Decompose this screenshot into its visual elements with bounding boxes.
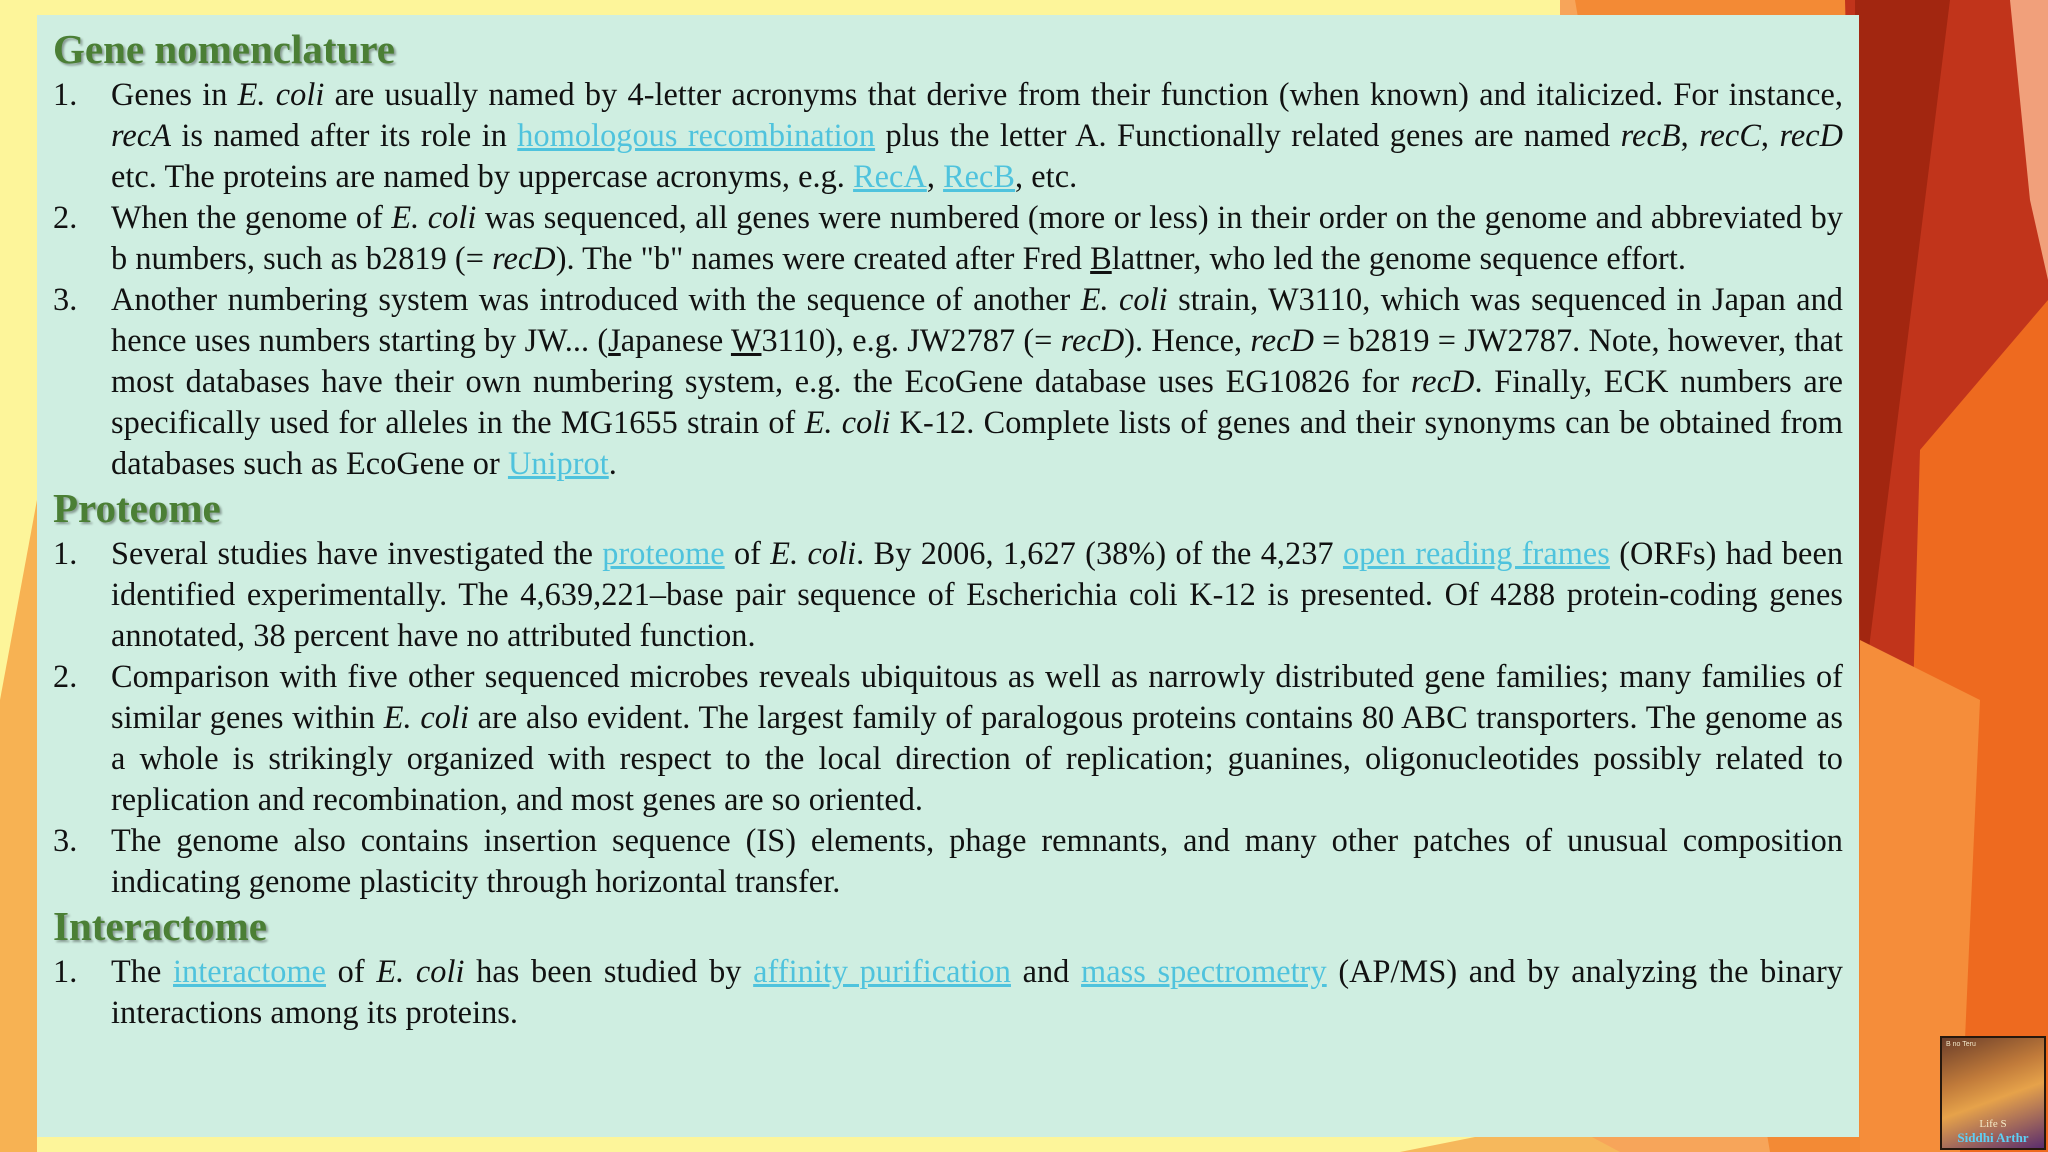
item-number: 3. bbox=[53, 822, 78, 858]
text-span: lattner, who led the genome sequence effort. bbox=[1111, 240, 1686, 276]
list-item bbox=[53, 656, 1843, 820]
reca-link[interactable]: RecA bbox=[853, 158, 927, 194]
text-span: ). Hence, bbox=[1124, 322, 1251, 358]
text-span: . By 2006, 1,627 (38%) of the 4,237 bbox=[856, 535, 1343, 571]
italic-species: E. coli bbox=[383, 699, 469, 735]
italic-species: E. coli bbox=[391, 199, 477, 235]
text-span: The genome also contains insertion sequence (IS) elements, phage remnants, and many other patches of unusual composition indicating genome plasticity through horizontal transfer. bbox=[111, 822, 1843, 899]
underlined-letter: J bbox=[608, 322, 621, 358]
text-span: plus the letter A. Functionally related genes are named bbox=[875, 117, 1621, 153]
text-span: are usually named by 4-letter acronyms that derive from their function (when known) and italicized. For instance, bbox=[324, 76, 1844, 112]
text-span: apanese bbox=[620, 322, 731, 358]
affinity-purification-link[interactable]: affinity purification bbox=[753, 953, 1011, 989]
mass-spectrometry-link[interactable]: mass spectrometry bbox=[1081, 953, 1327, 989]
italic-gene: recD bbox=[1410, 363, 1475, 399]
text-span: etc. The proteins are named by uppercase acronyms, e.g. bbox=[111, 158, 854, 194]
homologous-recombination-link[interactable]: homologous recombination bbox=[517, 117, 876, 153]
italic-species: E. coli bbox=[237, 76, 325, 112]
text-span: (ORFs) had been identified experimentally. The 4,639,221–base pair sequence of Escherichia coli K-12 is presented. Of 4288 protein-coding genes annotated, 38 percent have no attributed function. bbox=[111, 535, 1844, 653]
item-number: 1. bbox=[53, 953, 78, 989]
text-span: Several studies have investigated the bbox=[111, 535, 603, 571]
text-span: K-12. Complete lists of genes and their synonyms can be obtained from databases such as EcoGene or bbox=[111, 404, 1844, 481]
channel-logo-badge bbox=[1940, 1036, 2046, 1150]
text-span: . bbox=[608, 445, 617, 481]
text-span: are also evident. The largest family of paralogous proteins contains 80 ABC transporters. The genome as a whole is strikingly organized with respect to the local direction of replication; guanines, oligonucleotides possibly related to replication and recombination, and most genes are so oriented. bbox=[111, 699, 1843, 817]
item-number: 1. bbox=[53, 535, 78, 571]
italic-gene: recA bbox=[111, 117, 171, 153]
text-span: , etc. bbox=[1015, 158, 1078, 194]
interactome-heading: Interactome bbox=[53, 903, 268, 949]
text-span: The bbox=[111, 953, 174, 989]
text-span: was sequenced, all genes were numbered (more or less) in their order on the genome and abbreviated by b numbers, such as b2819 (= bbox=[111, 199, 1843, 276]
italic-gene: recC bbox=[1699, 117, 1761, 153]
text-span: of bbox=[326, 953, 377, 989]
text-span: . Finally, ECK numbers are specifically used for alleles in the MG1655 strain of bbox=[111, 363, 1843, 440]
text-span: Comparison with five other sequenced microbes reveals ubiquitous as well as narrowly distributed gene families; many families of similar genes within bbox=[111, 658, 1843, 735]
text-span: , bbox=[1760, 117, 1780, 153]
open-reading-frames-link[interactable]: open reading frames bbox=[1342, 535, 1610, 571]
text-span: = b2819 = JW2787. Note, however, that most databases have their own numbering system, e.g. the EcoGene database uses EG10826 for bbox=[111, 322, 1843, 399]
text-span: Genes in bbox=[111, 76, 238, 112]
recb-link[interactable]: RecB bbox=[943, 158, 1016, 194]
text-span: (AP/MS) and by analyzing the binary interactions among its proteins. bbox=[111, 953, 1843, 1030]
badge-middle-text: Life S bbox=[1979, 1118, 2007, 1130]
text-span: Another numbering system was introduced with the sequence of another bbox=[111, 281, 1081, 317]
list-item bbox=[53, 74, 1843, 197]
proteome-list bbox=[53, 533, 1843, 902]
underlined-letter: W bbox=[730, 322, 762, 358]
list-item bbox=[53, 820, 1843, 902]
text-span: is named after its role in bbox=[170, 117, 518, 153]
item-number: 1. bbox=[53, 76, 78, 112]
interactome-link[interactable]: interactome bbox=[173, 953, 326, 989]
item-number: 3. bbox=[53, 281, 78, 317]
list-item bbox=[53, 951, 1843, 1033]
italic-gene: recD bbox=[1779, 117, 1844, 153]
italic-species: E. coli bbox=[376, 953, 465, 989]
badge-top-text: B no Teru bbox=[1946, 1041, 1976, 1048]
uniprot-link[interactable]: Uniprot bbox=[507, 445, 609, 481]
interactome-list bbox=[53, 951, 1843, 1033]
text-span: strain, W3110, which was sequenced in Japan and hence uses numbers starting by JW... ( bbox=[111, 281, 1844, 358]
list-item bbox=[53, 197, 1843, 279]
italic-species: E. coli bbox=[1080, 281, 1168, 317]
list-item bbox=[53, 533, 1843, 656]
text-span: , bbox=[1680, 117, 1700, 153]
gene-nomenclature-heading: Gene nomenclature bbox=[53, 26, 395, 72]
text-span: of bbox=[724, 535, 771, 571]
text-span: has been studied by bbox=[464, 953, 754, 989]
text-span: and bbox=[1010, 953, 1082, 989]
gene-nomenclature-list bbox=[53, 74, 1843, 484]
italic-gene: recD bbox=[1250, 322, 1314, 358]
item-number: 2. bbox=[53, 199, 78, 235]
proteome-heading: Proteome bbox=[53, 485, 221, 531]
italic-gene: recD bbox=[1060, 322, 1125, 358]
proteome-link[interactable]: proteome bbox=[602, 535, 725, 571]
badge-bottom-text: Siddhi Arthr bbox=[1957, 1130, 2029, 1145]
item-number: 2. bbox=[53, 658, 78, 694]
italic-species: E. coli bbox=[804, 404, 891, 440]
text-span: ). The "b" names were created after Fred bbox=[555, 240, 1091, 276]
underlined-letter: B bbox=[1090, 240, 1112, 276]
text-span: , bbox=[926, 158, 944, 194]
italic-gene: recB bbox=[1620, 117, 1681, 153]
italic-species: E. coli bbox=[770, 535, 857, 571]
content-panel bbox=[37, 15, 1859, 1137]
italic-gene: recD bbox=[492, 240, 556, 276]
list-item bbox=[53, 279, 1843, 484]
text-span: When the genome of bbox=[111, 199, 392, 235]
text-span: 3110), e.g. JW2787 (= bbox=[761, 322, 1061, 358]
